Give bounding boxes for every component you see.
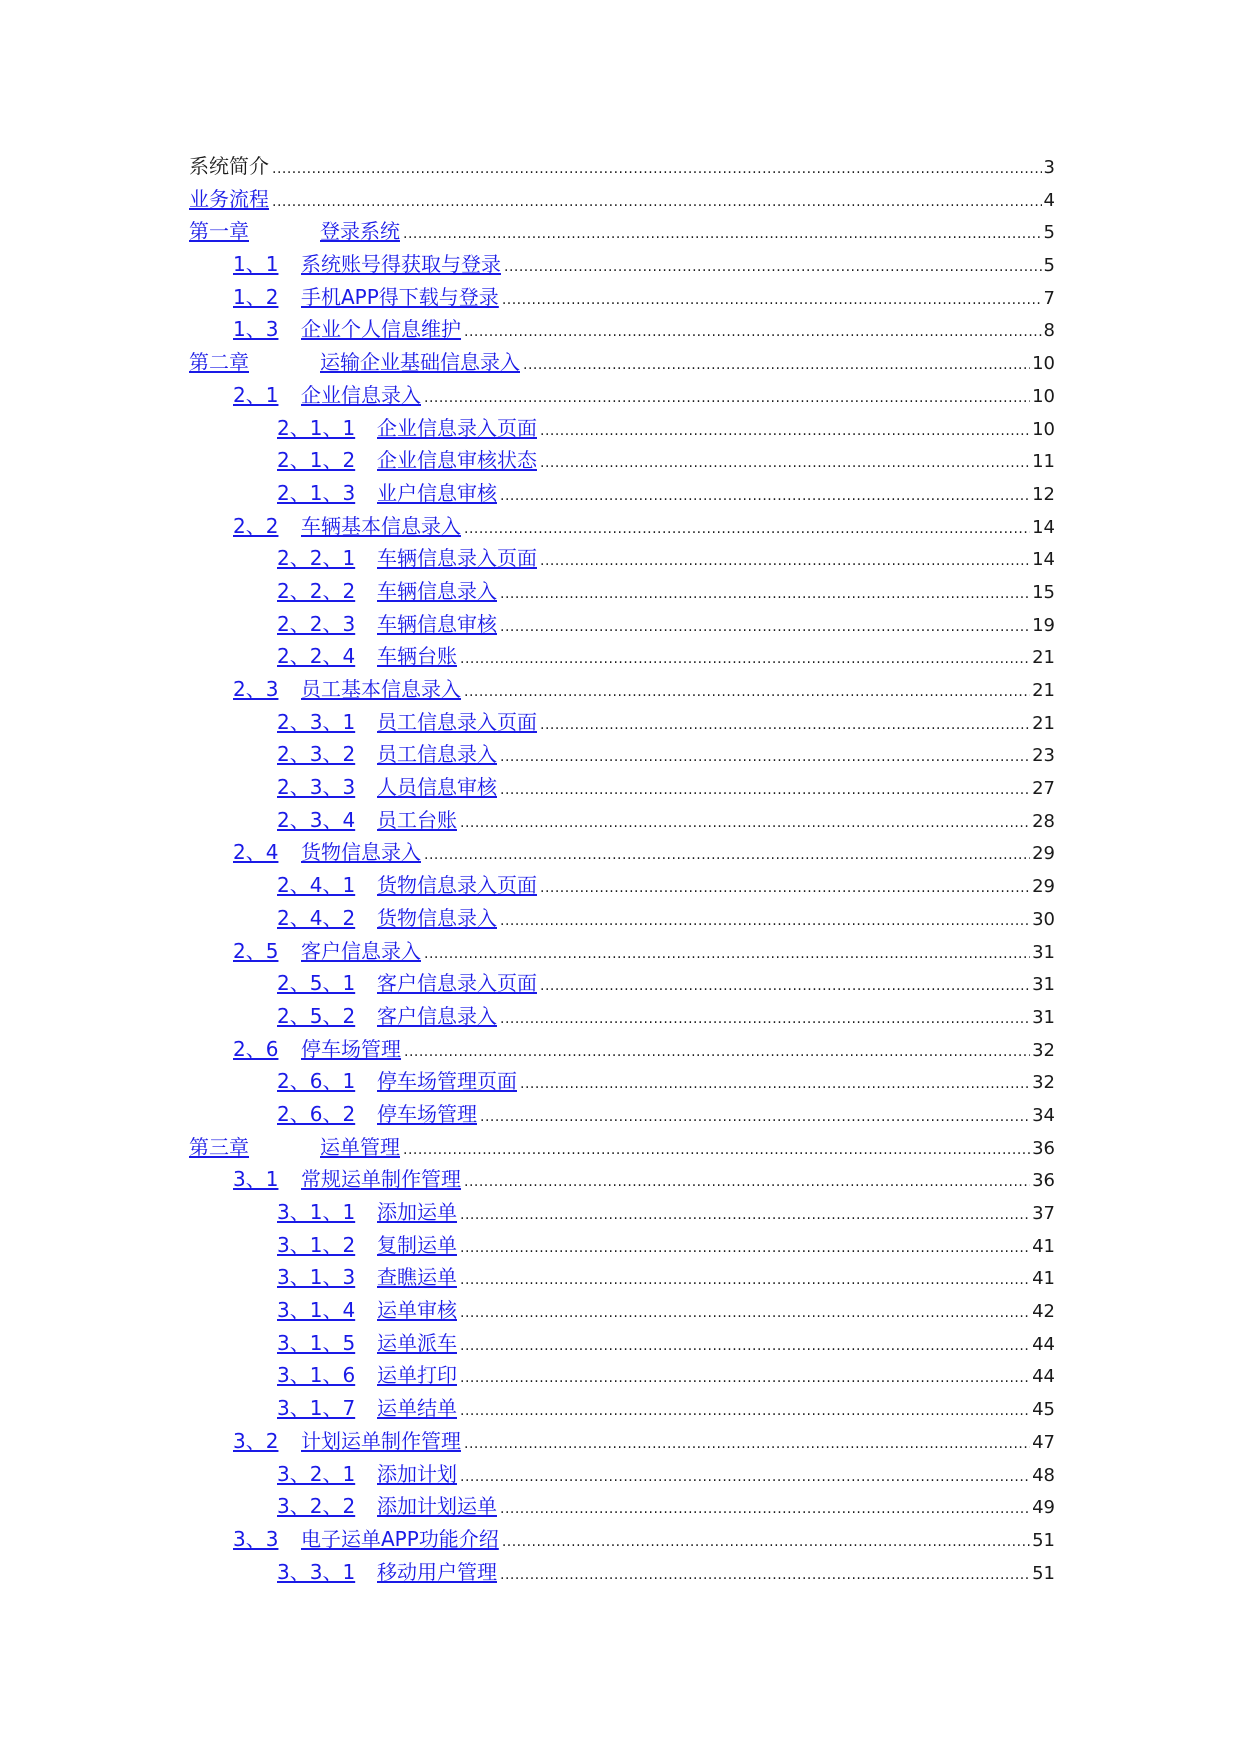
toc-entry-link[interactable] <box>277 1294 457 1327</box>
toc-entry-title: 运单结单 <box>377 1396 457 1421</box>
toc-entry-link[interactable] <box>277 1458 457 1491</box>
toc-dot-leader <box>500 1493 1030 1526</box>
toc-dot-leader <box>460 1199 1030 1232</box>
toc-dot-leader <box>460 807 1030 840</box>
toc-entry[interactable] <box>189 1098 1055 1131</box>
toc-entry[interactable] <box>189 1556 1055 1589</box>
toc-entry[interactable] <box>189 1000 1055 1033</box>
toc-entry-page-number: 5 <box>1043 255 1055 277</box>
toc-entry-title: 移动用户管理 <box>377 1559 497 1584</box>
toc-entry-number: 1、3 <box>233 317 279 342</box>
toc-entry-link[interactable] <box>233 510 461 543</box>
toc-dot-leader <box>460 1362 1030 1395</box>
toc-dot-leader <box>460 1330 1030 1363</box>
toc-entry-page-number: 34 <box>1032 1104 1055 1126</box>
toc-entry-link[interactable] <box>277 640 457 673</box>
toc-entry-title: 常规运单制作管理 <box>301 1167 461 1192</box>
toc-entry-number: 1、2 <box>233 284 279 309</box>
toc-dot-leader <box>404 1036 1030 1069</box>
toc-entry-number: 第一章 <box>189 219 249 244</box>
toc-dot-leader <box>460 1264 1030 1297</box>
toc-entry[interactable] <box>189 1392 1055 1425</box>
toc-entry-link[interactable] <box>233 1425 461 1458</box>
toc-entry-number: 3、3、1 <box>277 1559 356 1584</box>
toc-entry <box>189 150 1055 183</box>
table-of-contents <box>189 150 1055 1588</box>
toc-entry-link[interactable] <box>233 248 501 281</box>
toc-entry[interactable] <box>189 281 1055 314</box>
toc-entry-page-number: 27 <box>1032 778 1055 800</box>
toc-entry-page-number: 30 <box>1032 908 1055 930</box>
toc-entry-link[interactable] <box>277 1556 497 1589</box>
toc-dot-leader <box>460 1461 1030 1494</box>
toc-dot-leader <box>480 1101 1030 1134</box>
toc-entry-page-number: 51 <box>1032 1562 1055 1584</box>
toc-entry-title: 货物信息录入 <box>301 840 421 865</box>
toc-entry-title: 员工信息录入页面 <box>377 709 537 734</box>
toc-entry-title: 车辆台账 <box>377 644 457 669</box>
toc-entry-number: 3、2、2 <box>277 1494 356 1519</box>
toc-entry[interactable] <box>189 477 1055 510</box>
toc-entry-link[interactable] <box>189 346 520 379</box>
toc-entry-page-number: 49 <box>1032 1497 1055 1519</box>
toc-entry-number: 3、1、4 <box>277 1298 356 1323</box>
toc-entry[interactable] <box>189 1229 1055 1262</box>
toc-entry-page-number: 44 <box>1032 1366 1055 1388</box>
toc-entry-page-number: 31 <box>1032 941 1055 963</box>
toc-dot-leader <box>500 611 1030 644</box>
toc-entry-title: 企业信息录入 <box>301 382 421 407</box>
toc-dot-leader <box>464 676 1030 709</box>
toc-entry-link[interactable] <box>189 1131 400 1164</box>
toc-entry[interactable] <box>189 1523 1055 1556</box>
toc-entry[interactable] <box>189 346 1055 379</box>
toc-dot-leader <box>523 349 1030 382</box>
toc-entry-number: 2、2、4 <box>277 644 356 669</box>
toc-entry-title: 停车场管理页面 <box>377 1069 517 1094</box>
toc-dot-leader <box>424 839 1030 872</box>
toc-entry-title: 系统简介 <box>189 154 269 178</box>
toc-entry[interactable] <box>189 1458 1055 1491</box>
toc-entry[interactable] <box>189 313 1055 346</box>
toc-dot-leader <box>500 480 1030 513</box>
toc-entry-title: 手机APP得下载与登录 <box>301 284 499 309</box>
toc-entry-number: 3、1、1 <box>277 1200 356 1224</box>
toc-entry-link[interactable] <box>277 444 537 477</box>
toc-entry-title: 运输企业基础信息录入 <box>320 350 520 375</box>
toc-entry-number: 2、3 <box>233 677 279 701</box>
toc-entry-title: 员工台账 <box>377 807 457 832</box>
toc-entry-number: 2、2、3 <box>277 611 356 636</box>
toc-entry-link[interactable] <box>277 1229 457 1262</box>
toc-dot-leader <box>502 284 1042 317</box>
toc-entry-title: 货物信息录入页面 <box>377 873 537 898</box>
toc-dot-leader <box>460 1232 1030 1265</box>
toc-entry-number: 3、1 <box>233 1167 279 1192</box>
toc-entry-page-number: 7 <box>1043 287 1055 309</box>
toc-entry-page-number: 21 <box>1032 712 1055 734</box>
toc-dot-leader <box>500 774 1030 807</box>
toc-entry-title: 员工基本信息录入 <box>301 677 461 701</box>
toc-entry-link[interactable] <box>277 477 497 510</box>
toc-entry-title: 登录系统 <box>320 219 400 244</box>
toc-entry-link[interactable] <box>277 575 497 608</box>
toc-entry[interactable] <box>189 608 1055 641</box>
toc-entry-number: 2、1、2 <box>277 448 356 473</box>
toc-entry-page-number: 41 <box>1032 1235 1055 1257</box>
toc-dot-leader <box>460 643 1030 676</box>
toc-entry-title: 计划运单制作管理 <box>301 1428 461 1453</box>
toc-entry-number: 2、5、1 <box>277 971 356 996</box>
toc-entry-page-number: 15 <box>1032 581 1055 603</box>
toc-dot-leader <box>464 1166 1030 1199</box>
toc-entry-link[interactable] <box>233 281 499 314</box>
toc-entry-page-number: 31 <box>1032 1006 1055 1028</box>
toc-entry-number: 3、1、3 <box>277 1265 356 1290</box>
toc-entry-title: 企业信息录入页面 <box>377 415 537 440</box>
toc-entry-number: 3、1、6 <box>277 1363 356 1388</box>
toc-entry-link[interactable] <box>277 738 497 771</box>
toc-entry-title: 企业信息审核状态 <box>377 448 537 473</box>
toc-entry-number: 2、2、1 <box>277 546 356 571</box>
toc-entry-page-number: 42 <box>1032 1301 1055 1323</box>
toc-entry[interactable] <box>189 1065 1055 1098</box>
toc-entry-page-number: 5 <box>1043 222 1055 244</box>
toc-entry-page-number: 28 <box>1032 810 1055 832</box>
toc-entry-title: 货物信息录入 <box>377 905 497 930</box>
toc-entry-number: 2、5 <box>233 938 279 963</box>
toc-entry-number: 2、6、1 <box>277 1069 356 1094</box>
toc-entry-page-number: 8 <box>1043 320 1055 342</box>
toc-entry-link[interactable] <box>233 1163 461 1196</box>
toc-dot-leader <box>500 741 1030 774</box>
toc-entry-number: 2、5、2 <box>277 1003 356 1028</box>
toc-entry-number: 2、6 <box>233 1036 279 1061</box>
toc-entry-title: 添加计划 <box>377 1461 457 1486</box>
toc-entry-link[interactable] <box>277 1196 457 1229</box>
toc-entry[interactable] <box>189 248 1055 281</box>
toc-entry-title: 企业个人信息维护 <box>301 317 461 342</box>
toc-entry-link[interactable] <box>233 1523 499 1556</box>
toc-dot-leader <box>500 1559 1030 1592</box>
toc-entry[interactable] <box>189 1359 1055 1392</box>
toc-entry-page-number: 11 <box>1032 451 1055 473</box>
toc-entry-title: 业户信息审核 <box>377 480 497 505</box>
toc-entry-title: 车辆信息录入 <box>377 578 497 603</box>
toc-dot-leader <box>464 1428 1030 1461</box>
toc-entry-number: 1、1 <box>233 252 279 277</box>
toc-entry[interactable] <box>189 1033 1055 1066</box>
toc-entry-link[interactable] <box>277 1098 477 1131</box>
toc-entry-page-number: 51 <box>1032 1529 1055 1551</box>
toc-entry-number: 2、2、2 <box>277 578 356 603</box>
toc-entry-link[interactable] <box>277 1392 457 1425</box>
toc-entry-link[interactable] <box>233 673 461 706</box>
toc-entry-link[interactable] <box>277 967 537 1000</box>
toc-entry-title: 员工信息录入 <box>377 742 497 767</box>
toc-entry-link[interactable] <box>277 706 537 739</box>
toc-entry-number: 第三章 <box>189 1134 249 1159</box>
toc-entry-page-number: 14 <box>1032 516 1055 538</box>
toc-entry-link[interactable] <box>277 412 537 445</box>
toc-dot-leader <box>403 1134 1030 1167</box>
toc-dot-leader <box>424 938 1030 971</box>
toc-dot-leader <box>504 251 1042 284</box>
toc-entry-link[interactable] <box>233 1033 401 1066</box>
toc-dot-leader <box>500 578 1030 611</box>
toc-entry-page-number: 47 <box>1032 1431 1055 1453</box>
toc-entry-link[interactable] <box>277 542 537 575</box>
toc-entry-link[interactable] <box>233 379 421 412</box>
toc-entry[interactable] <box>189 706 1055 739</box>
toc-dot-leader <box>460 1297 1030 1330</box>
toc-entry-number: 2、3、3 <box>277 775 356 800</box>
toc-entry-number: 2、4、2 <box>277 905 356 930</box>
toc-entry-page-number: 10 <box>1032 353 1055 375</box>
toc-dot-leader <box>272 153 1042 186</box>
toc-entry[interactable] <box>189 836 1055 869</box>
toc-entry-link[interactable] <box>277 1261 457 1294</box>
toc-entry-link[interactable] <box>277 1000 497 1033</box>
toc-entry-page-number: 29 <box>1032 843 1055 865</box>
toc-entry[interactable] <box>189 771 1055 804</box>
toc-entry-number: 2、3、1 <box>277 709 356 734</box>
toc-entry-title: 停车场管理 <box>377 1101 477 1126</box>
toc-entry[interactable] <box>189 1196 1055 1229</box>
toc-entry-page-number: 41 <box>1032 1268 1055 1290</box>
toc-dot-leader <box>540 709 1030 742</box>
toc-entry-page-number: 12 <box>1032 483 1055 505</box>
toc-entry-number: 3、2、1 <box>277 1461 356 1486</box>
toc-entry-title: 系统账号得获取与登录 <box>301 252 501 277</box>
toc-entry-page-number: 3 <box>1043 157 1055 178</box>
toc-entry-page-number: 36 <box>1032 1137 1055 1159</box>
toc-entry-link[interactable] <box>277 1327 457 1360</box>
toc-entry-title: 车辆信息审核 <box>377 611 497 636</box>
toc-entry[interactable] <box>189 183 1055 216</box>
toc-dot-leader <box>424 382 1030 415</box>
toc-entry[interactable] <box>189 575 1055 608</box>
toc-entry-number: 2、2 <box>233 513 279 538</box>
toc-entry-link[interactable] <box>277 804 457 837</box>
toc-entry[interactable] <box>189 935 1055 968</box>
toc-entry-link[interactable] <box>277 902 497 935</box>
toc-entry-link[interactable] <box>277 1490 497 1523</box>
toc-entry-title: 添加计划运单 <box>377 1494 497 1519</box>
toc-entry-title: 运单管理 <box>320 1134 400 1159</box>
toc-entry[interactable] <box>189 902 1055 935</box>
toc-entry-title: 业务流程 <box>189 186 269 211</box>
toc-entry-page-number: 45 <box>1032 1399 1055 1421</box>
toc-entry-page-number: 19 <box>1032 614 1055 636</box>
toc-entry-title: 客户信息录入 <box>377 1003 497 1028</box>
toc-entry[interactable] <box>189 640 1055 673</box>
toc-entry-number: 3、1、2 <box>277 1232 356 1257</box>
toc-entry-link[interactable] <box>277 869 537 902</box>
toc-entry[interactable] <box>189 1490 1055 1523</box>
toc-entry-number: 2、1、1 <box>277 415 356 440</box>
toc-entry-link[interactable] <box>233 836 421 869</box>
toc-entry-page-number: 21 <box>1032 647 1055 669</box>
toc-entry-page-number: 10 <box>1032 385 1055 407</box>
toc-entry-title: 复制运单 <box>377 1232 457 1257</box>
toc-entry-number: 2、4、1 <box>277 873 356 898</box>
toc-entry[interactable] <box>189 1294 1055 1327</box>
toc-entry-title: 运单打印 <box>377 1363 457 1388</box>
toc-entry-number: 3、3 <box>233 1526 279 1551</box>
toc-dot-leader <box>540 447 1030 480</box>
toc-entry-link[interactable] <box>233 313 461 346</box>
toc-entry-number: 2、6、2 <box>277 1101 356 1126</box>
toc-entry-page-number: 37 <box>1032 1203 1055 1224</box>
toc-dot-leader <box>540 415 1030 448</box>
toc-dot-leader <box>500 905 1030 938</box>
toc-dot-leader <box>403 218 1042 251</box>
toc-dot-leader <box>502 1526 1030 1559</box>
toc-entry[interactable] <box>189 967 1055 1000</box>
toc-entry-page-number: 29 <box>1032 876 1055 898</box>
toc-entry[interactable] <box>189 510 1055 543</box>
toc-entry-title: 客户信息录入页面 <box>377 971 537 996</box>
toc-entry-number: 2、1 <box>233 382 279 407</box>
toc-entry-title: 查瞧运单 <box>377 1265 457 1290</box>
toc-dot-leader <box>464 513 1030 546</box>
toc-entry-number: 3、1、7 <box>277 1396 356 1421</box>
toc-entry-number: 第二章 <box>189 350 249 375</box>
toc-entry-page-number: 32 <box>1032 1072 1055 1094</box>
toc-entry-title: 车辆信息录入页面 <box>377 546 537 571</box>
toc-entry[interactable] <box>189 1425 1055 1458</box>
toc-entry[interactable] <box>189 1261 1055 1294</box>
toc-entry[interactable] <box>189 804 1055 837</box>
toc-dot-leader <box>464 316 1042 349</box>
toc-entry[interactable] <box>189 542 1055 575</box>
toc-dot-leader <box>272 186 1042 219</box>
toc-entry-title: 添加运单 <box>377 1200 457 1224</box>
toc-entry-link[interactable] <box>189 183 269 216</box>
toc-entry-title: 车辆基本信息录入 <box>301 513 461 538</box>
toc-entry[interactable] <box>189 379 1055 412</box>
toc-entry[interactable] <box>189 444 1055 477</box>
toc-entry[interactable] <box>189 738 1055 771</box>
toc-entry-number: 2、1、3 <box>277 480 356 505</box>
toc-entry[interactable] <box>189 869 1055 902</box>
toc-dot-leader <box>500 1003 1030 1036</box>
toc-entry-page-number: 36 <box>1032 1170 1055 1192</box>
toc-dot-leader <box>540 545 1030 578</box>
toc-entry-link[interactable] <box>277 1065 517 1098</box>
toc-entry[interactable] <box>189 1131 1055 1164</box>
toc-entry-number: 2、3、4 <box>277 807 356 832</box>
toc-entry-number: 3、1、5 <box>277 1330 356 1355</box>
toc-entry-title: 人员信息审核 <box>377 775 497 800</box>
toc-entry-link[interactable] <box>277 1359 457 1392</box>
toc-entry-page-number: 48 <box>1032 1464 1055 1486</box>
toc-dot-leader <box>540 872 1030 905</box>
toc-entry-link <box>189 150 269 183</box>
toc-entry[interactable] <box>189 1163 1055 1196</box>
toc-entry-page-number: 4 <box>1043 189 1055 211</box>
toc-entry-title: 停车场管理 <box>301 1036 401 1061</box>
toc-entry[interactable] <box>189 412 1055 445</box>
toc-entry-link[interactable] <box>277 771 497 804</box>
toc-dot-leader <box>540 970 1030 1003</box>
toc-entry-page-number: 32 <box>1032 1039 1055 1061</box>
toc-dot-leader <box>520 1068 1030 1101</box>
toc-entry[interactable] <box>189 673 1055 706</box>
toc-dot-leader <box>460 1395 1030 1428</box>
toc-entry-page-number: 23 <box>1032 745 1055 767</box>
toc-entry-page-number: 31 <box>1032 974 1055 996</box>
toc-entry-number: 2、3、2 <box>277 742 356 767</box>
toc-entry-title: 客户信息录入 <box>301 938 421 963</box>
toc-entry-link[interactable] <box>277 608 497 641</box>
toc-entry-title: 运单审核 <box>377 1298 457 1323</box>
toc-entry-title: 电子运单APP功能介绍 <box>301 1526 499 1551</box>
toc-entry-number: 2、4 <box>233 840 279 865</box>
toc-entry-page-number: 21 <box>1032 680 1055 701</box>
toc-entry-page-number: 14 <box>1032 549 1055 571</box>
toc-entry-title: 运单派车 <box>377 1330 457 1355</box>
toc-entry-number: 3、2 <box>233 1428 279 1453</box>
toc-entry-page-number: 44 <box>1032 1333 1055 1355</box>
toc-entry[interactable] <box>189 215 1055 248</box>
toc-entry-page-number: 10 <box>1032 418 1055 440</box>
toc-entry[interactable] <box>189 1327 1055 1360</box>
toc-entry-link[interactable] <box>189 215 400 248</box>
toc-entry-link[interactable] <box>233 935 421 968</box>
